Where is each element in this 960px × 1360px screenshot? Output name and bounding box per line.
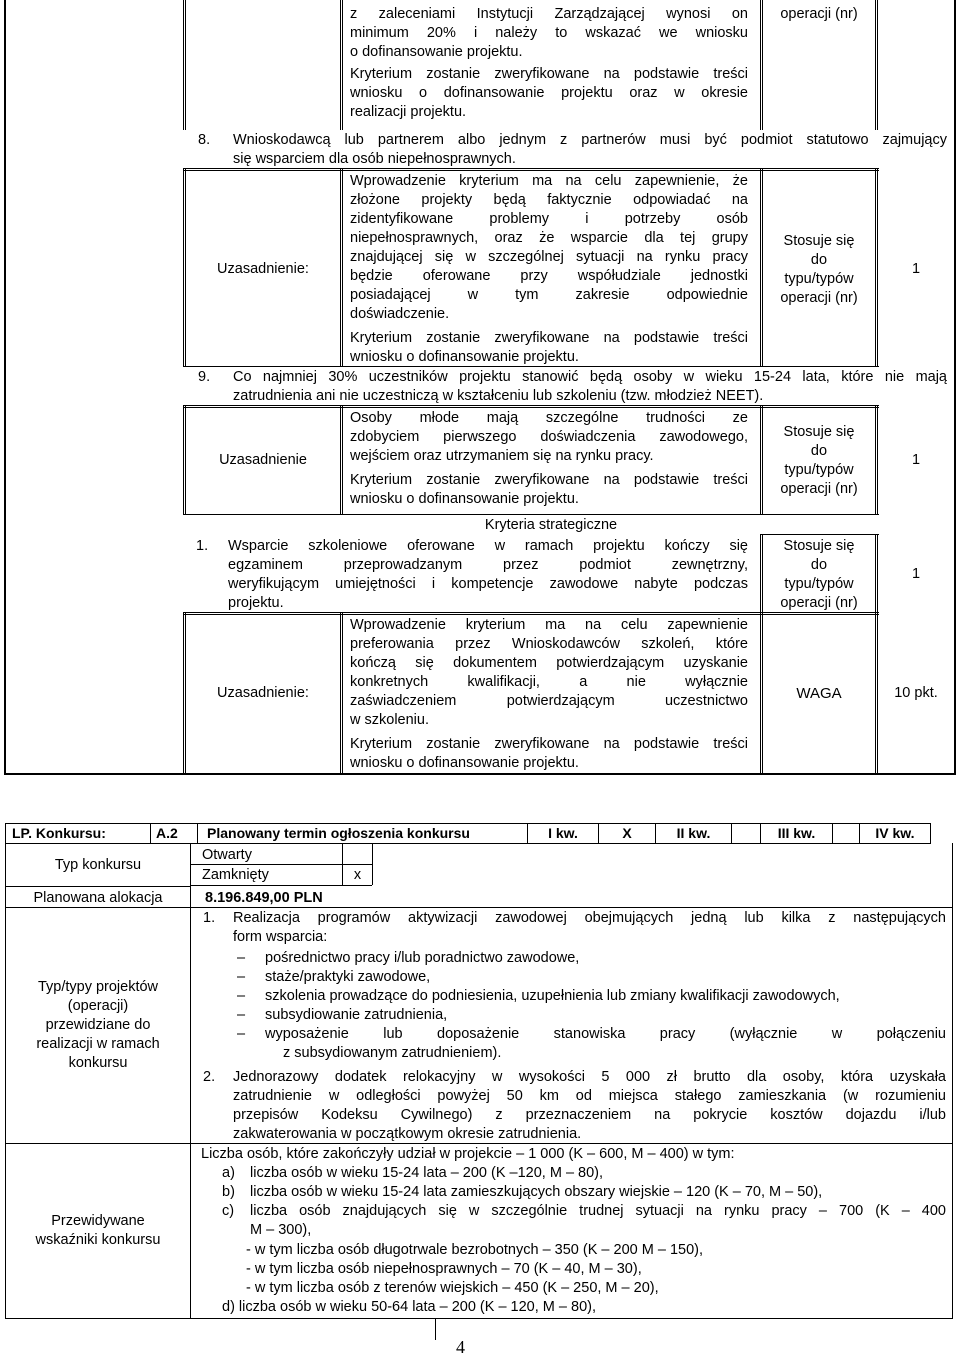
project-type-2-number: 2.: [203, 1069, 216, 1085]
criterion-text-continued: z zaleceniami Instytucji Zarządzającej wynosi on minimum 20% i należy to wskazać we wniosku o dofinansowanie projektu. Kryterium zostanie zweryfikowane na podstawie treści wniosku o dofinansowanie projektu oraz w okresie realizacji projektu.: [350, 6, 748, 120]
strategic-criteria-heading: Kryteria strategiczne: [484, 517, 618, 533]
criterion-9-text: Co najmniej 30% uczestników projektu stanowić będą osoby w wieku 15-24 lata, które nie mają zatrudnienia ani nie uczestniczą w kształceniu lub szkoleniu (tzw. młodzież NEET).: [233, 369, 947, 404]
score-value: 1: [911, 452, 921, 468]
applies-to-operation: Stosuje się do typu/typów operacji (nr): [780, 538, 858, 611]
criterion-9-number: 9.: [198, 369, 211, 385]
criterion-8-number: 8.: [198, 132, 211, 148]
strategic-criterion-1-number: 1.: [196, 538, 209, 554]
project-type-1-number: 1.: [203, 910, 216, 926]
allocation-value: 8.196.849,00 PLN: [205, 890, 323, 906]
applies-to-operation: Stosuje się do typu/typów operacji (nr): [780, 233, 858, 306]
project-type-2-text: Jednorazowy dodatek relokacyjny w wysokości 5 000 zł brutto dla osoby, która uzyskała zatrudnienie w odległości powyżej 50 km od miejsca stałego zamieszkania (w rozumieniu przepisów Kodeksu Cywilnego) z przeznaczeniem na pokrycie kosztów dojazdu i/lub zakwaterowania w początkowym okresie zatrudnienia.: [233, 1069, 946, 1142]
quarter-2-label: II kw.: [676, 825, 711, 841]
justification-text: Wprowadzenie kryterium ma na celu zapewnienie, że złożone projekty będą faktycznie odpowiadać na zidentyfikowane problemy i potrzeby osób niepełnosprawnych, oraz że wsparcie dla tej grupy znajdującej się w szczególnej sytuacji na rynku pracy będzie oferowane przy współudziale jednostki posiadającej w tym zakresie odpowiednie doświadczenie. Kryterium zostanie zweryfikowane na podstawie treści wniosku o dofinansowanie projektu.: [350, 173, 748, 365]
quarter-3-label: III kw.: [777, 825, 816, 841]
justification-label: Uzasadnienie: [219, 452, 307, 468]
indicator-c-mark: c): [222, 1203, 235, 1219]
applies-operation-label: operacji (nr): [780, 6, 858, 22]
quarter-1-mark: X: [622, 825, 632, 841]
indicator-b-mark: b): [222, 1184, 235, 1200]
weight-label: WAGA: [796, 685, 842, 702]
criterion-8-text: Wnioskodawcą lub partnerem albo jednym z partnerów musi być podmiot statutowo zajmujący się wsparciem dla osób niepełnosprawnych.: [233, 132, 947, 167]
list-item: – subsydiowanie zatrudnienia,: [233, 1006, 946, 1025]
indicator-a-mark: a): [222, 1165, 235, 1181]
list-item: – staże/praktyki zawodowe,: [233, 968, 946, 987]
competition-type-label: Typ konkursu: [54, 857, 142, 873]
project-type-1-text: Realizacja programów aktywizacji zawodowej obejmujących jedną lub kilka z następujących form wsparcia:: [233, 910, 946, 945]
indicator-c: liczba osób znajdujących się w szczególnie trudnej sytuacji na rynku pracy – 700 (K – 400 M – 300),: [250, 1203, 946, 1238]
page-number: 4: [456, 1337, 465, 1357]
planned-date-label: Planowany termin ogłoszenia konkursu: [207, 825, 470, 841]
indicator-c-subitems: - w tym liczba osób długotrwale bezrobotnych – 350 (K – 200 M – 150), - w tym liczba osób niepełnosprawnych – 70 (K – 40, M – 30), - w tym liczba osób z terenów wiejskich – 450 (K – 250, M – 20),: [246, 1242, 703, 1296]
type-open-label: Otwarty: [202, 847, 252, 863]
justification-text: Osoby młode mają szczególne trudności ze zdobyciem pierwszego doświadczenia zawodowego, wejściem oraz utrzymaniem się na rynku pracy. Kryterium zostanie zweryfikowane na podstawie treści wniosku o dofinansowanie projektu.: [350, 410, 748, 507]
support-forms-list: [233, 949, 946, 1063]
indicator-a: liczba osób w wieku 15-24 lata – 200 (K –120, M – 80),: [250, 1165, 604, 1181]
quarter-4-label: IV kw.: [875, 825, 915, 841]
type-closed-mark: x: [353, 867, 362, 883]
indicators-label: Przewidywane wskaźniki konkursu: [35, 1213, 161, 1248]
allocation-label: Planowana alokacja: [33, 890, 163, 906]
weight-value: 10 pkt.: [894, 685, 938, 701]
competition-number-value: A.2: [156, 825, 178, 841]
justification-label: Uzasadnienie:: [217, 261, 309, 277]
justification-label: Uzasadnienie:: [217, 685, 309, 701]
score-value: 1: [911, 566, 921, 582]
score-value: 1: [911, 261, 921, 277]
indicators-intro: Liczba osób, które zakończyły udział w projekcie – 1 000 (K – 600, M – 400) w tym:: [201, 1146, 735, 1162]
justification-text: Wprowadzenie kryterium ma na celu zapewnienie preferowania przez Wnioskodawców szkoleń, które kończą się dokumentem potwierdzającym uzyskanie konkretnych kwalifikacji, a nie wyłącznie zaświadczeniem potwierdzającym uczestnictwo w szkoleniu. Kryterium zostanie zweryfikowane na podstawie treści wniosku o dofinansowanie projektu.: [350, 617, 748, 771]
strategic-criterion-1-text: Wsparcie szkoleniowe oferowane w ramach projektu kończy się egzaminem przeprowadzanym przez podmiot zewnętrzny, weryfikującym umiejętności i kompetencje zawodowe nabyte podczas projektu.: [228, 538, 748, 611]
quarter-1-label: I kw.: [548, 825, 578, 841]
indicator-b: liczba osób w wieku 15-24 lata zamieszkujących obszary wiejskie – 120 (K – 70, M – 50),: [250, 1184, 823, 1200]
project-types-label: Typ/typy projektów (operacji) przewidziane do realizacji w ramach konkursu: [36, 979, 160, 1071]
list-item: – szkolenia prowadzące do podniesienia, uzupełnienia lub zmiany kwalifikacji zawodowych,: [233, 987, 946, 1006]
indicator-d: d) liczba osób w wieku 50-64 lata – 200 (K – 120, M – 80),: [222, 1299, 596, 1315]
competition-number-label: LP. Konkursu:: [12, 825, 106, 841]
type-closed-label: Zamknięty: [202, 867, 269, 883]
list-item: – wyposażenie lub doposażenie stanowiska pracy (wyłącznie w połączeniu z subsydiowanym zatrudnieniem).: [233, 1025, 946, 1063]
list-item: – pośrednictwo pracy i/lub poradnictwo zawodowe,: [233, 949, 946, 968]
applies-to-operation: Stosuje się do typu/typów operacji (nr): [780, 424, 858, 497]
